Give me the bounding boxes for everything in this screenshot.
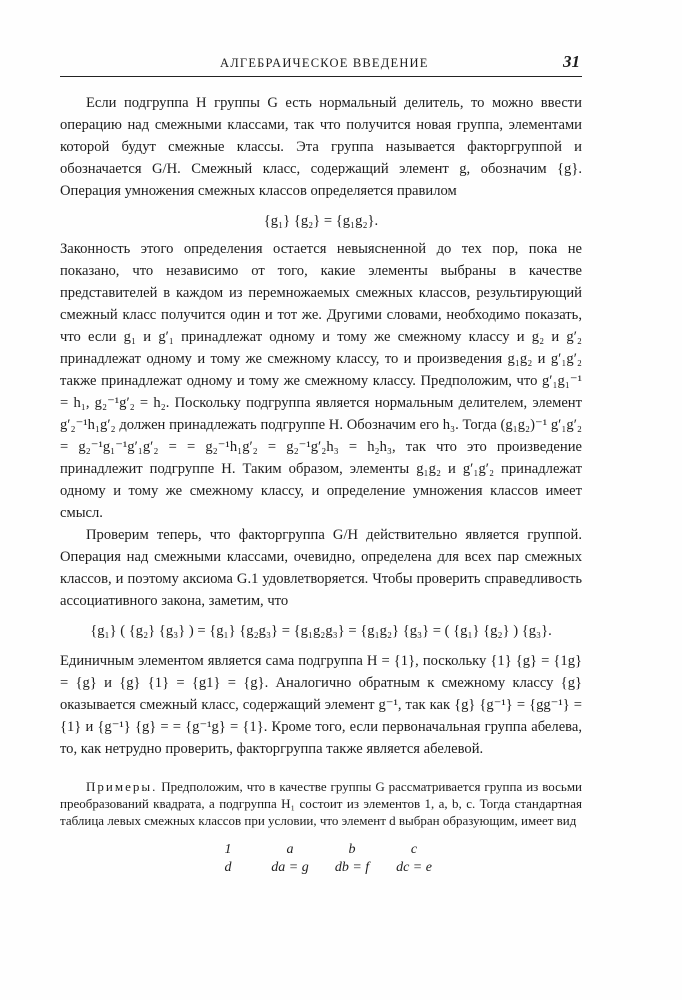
examples-text: Предположим, что в качестве группы G рассматривается группа из восьми преобразований квадрата, а подгруппа H₁ состоит из элементов 1, a, b, c. Тогда стандартная таблица левых смежных классов при условии, что элемент d выбран образующим, имеет вид [60, 779, 583, 828]
table-cell: db = f [334, 860, 370, 875]
examples-section [60, 778, 582, 877]
paragraph-examples [60, 778, 582, 829]
examples-label: Примеры. [86, 779, 158, 794]
page-number: 31 [563, 52, 580, 71]
formula-coset-product: {g₁} {g₂} = {g₁g₂}. [263, 213, 379, 229]
paragraph-factor-group: Если подгруппа H группы G есть нормальный делитель, то можно ввести операцию над смежными классами, так что получится новая группа, элементами которой будут смежные классы. Эта группа называется факторгруппой и обозначается G/H. Смежный класс, содержащий элемент g, обозначим {g}. Операция умножения смежных классов определяется правилом [60, 95, 582, 199]
page-header [60, 50, 582, 77]
table-cell: 1 [224, 842, 232, 857]
coset-table [197, 841, 445, 877]
table-cell: da = g [271, 860, 309, 875]
table-cell: c [410, 842, 418, 857]
table-cell: d [224, 860, 232, 875]
table-cell: dc = e [396, 860, 432, 875]
page-body [60, 92, 582, 877]
formula-associativity: {g₁} ( {g₂} {g₃} ) = {g₁} {g₂g₃} = {g₁g₂g₃} = {g₁g₂} {g₃} = ( {g₁} {g₂} ) {g₃}. [90, 623, 552, 639]
paragraph-group-check: Проверим теперь, что факторгруппа G/H действительно является группой. Операция над смежными классами, очевидно, определена для всех пар смежных классов, и поэтому аксиома G.1 удовлетворяется. Чтобы проверить справедливость ассоциативного закона, заметим, что [60, 527, 582, 609]
paragraph-identity-inverse: Единичным элементом является сама подгруппа H = {1}, поскольку {1} {g} = {1g} = {g} и {g} {1} = {g1} = {g}. Аналогично обратным к смежному классу {g} оказывается смежный класс, содержащий элемент g⁻¹, так как {g} {g⁻¹} = {gg⁻¹} = {1} и {g⁻¹} {g} = = {g⁻¹g} = {1}. Кроме того, если первоначальная группа абелева, то, как нетрудно проверить, факторгруппа также является абелевой. [60, 653, 582, 757]
running-title: АЛГЕБРАИЧЕСКОЕ ВВЕДЕНИЕ [220, 56, 429, 70]
table-cell: b [348, 842, 356, 857]
paragraph-well-defined: Законность этого определения остается невыясненной до тех пор, пока не показано, что независимо от того, какие элементы выбраны в качестве представителей в каждом из перемножаемых смежных классов, результирующий смежный класс получится один и тот же. Другими словами, необходимо показать, что если g₁ и g′₁ принадлежат одному и тому же смежному классу и g₂ и g′₂ принадлежат одному и тому же смежному классу, то и произведения g₁g₂ и g′₁g′₂ также принадлежат одному и тому же смежному классу. Предположим, что g′₁g₁⁻¹ = h₁, g₂⁻¹g′₂ = h₂. Поскольку подгруппа является нормальным делителем, элемент g′₂⁻¹h₁g′₂ должен принадлежать подгруппе H. Обозначим его h₃. Тогда (g₁g₂)⁻¹ g′₁g′₂ = g₂⁻¹g₁⁻¹g′₁g′₂ = = g₂⁻¹h₁g′₂ = g₂⁻¹g′₂h₃ = h₂h₃, так что это произведение принадлежит подгруппе H. Таким образом, элементы g₁g₂ и g′₁g′₂ принадлежат одному и тому же смежному классу, и определение умножения классов имеет смысл. [60, 241, 582, 521]
coset-table-row [197, 841, 445, 859]
table-cell: a [286, 842, 294, 857]
coset-table-row [197, 859, 445, 877]
